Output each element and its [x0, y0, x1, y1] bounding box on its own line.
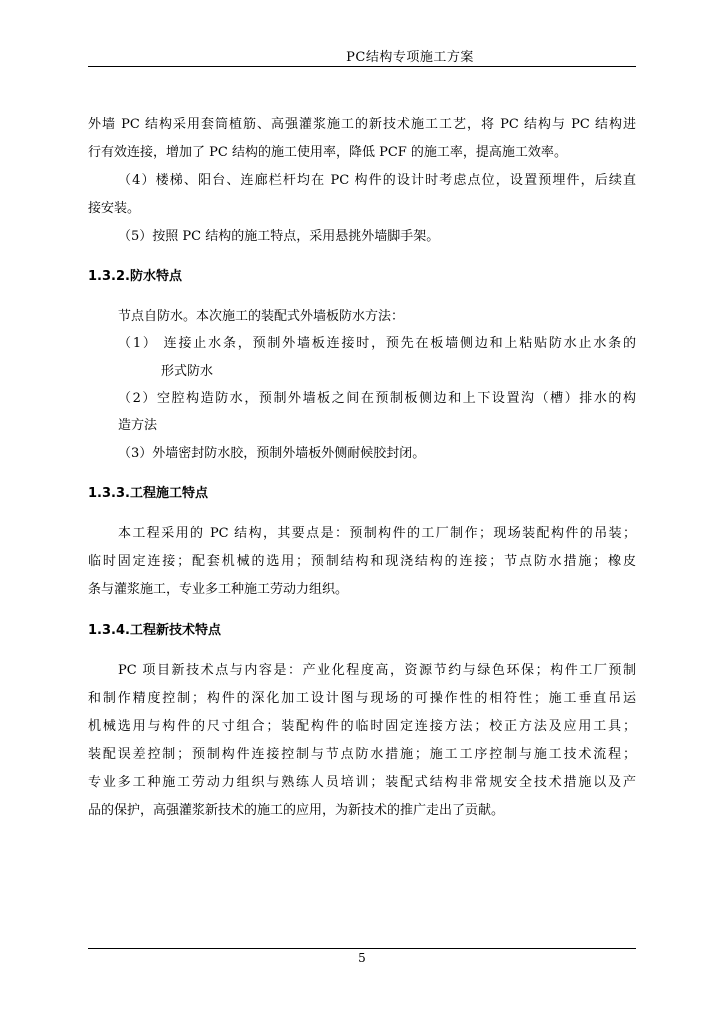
body-line: PC 项目新技术点与内容是：产业化程度高，资源节约与绿色环保；构件工厂预制 — [118, 663, 636, 678]
header-divider — [88, 66, 636, 67]
body-line: 行有效连接，增加了 PC 结构的施工使用率，降低 PCF 的施工率，提高施工效率。 — [88, 145, 567, 160]
body-line: （4）楼梯、阳台、连廊栏杆均在 PC 构件的设计时考虑点位，设置预埋件，后续直 — [118, 173, 636, 188]
footer-divider — [88, 948, 636, 949]
section-heading: 1.3.3.工程施工特点 — [88, 486, 208, 501]
body-line: 外墙 PC 结构采用套筒植筋、高强灌浆施工的新技术施工工艺，将 PC 结构与 PC 结构进 — [88, 117, 636, 132]
body-line: 品的保护，高强灌浆新技术的施工的应用，为新技术的推广走出了贡献。 — [88, 803, 505, 818]
page-number: 5 — [358, 951, 366, 965]
body-line: 接安装。 — [88, 201, 141, 216]
section-heading: 1.3.2.防水特点 — [88, 269, 182, 284]
body-line: 形式防水 — [161, 364, 214, 379]
body-line: 节点自防水。本次施工的装配式外墙板防水方法： — [118, 309, 405, 324]
page-header-title: PC结构专项施工方案 — [346, 50, 474, 65]
body-line: （1） 连接止水条，预制外墙板连接时，预先在板墙侧边和上粘贴防水止水条的 — [118, 336, 636, 351]
body-line: （2）空腔构造防水，预制外墙板之间在预制板侧边和上下设置沟（槽）排水的构 — [118, 391, 636, 406]
body-line: 机械选用与构件的尺寸组合；装配构件的临时固定连接方法；校正方法及应用工具； — [88, 719, 636, 734]
body-line: 和制作精度控制；构件的深化加工设计图与现场的可操作性的相符性；施工垂直吊运 — [88, 691, 636, 706]
body-line: 临时固定连接；配套机械的选用；预制结构和现浇结构的连接；节点防水措施；橡皮 — [88, 554, 636, 569]
body-line: 装配误差控制；预制构件连接控制与节点防水措施；施工工序控制与施工技术流程； — [88, 747, 636, 762]
body-line: （3）外墙密封防水胶，预制外墙板外侧耐候胶封闭。 — [118, 446, 426, 461]
body-line: （5）按照 PC 结构的施工特点，采用悬挑外墙脚手架。 — [118, 229, 440, 244]
body-line: 条与灌浆施工，专业多工种施工劳动力组织。 — [88, 582, 349, 597]
body-line: 造方法 — [118, 418, 158, 433]
body-line: 本工程采用的 PC 结构，其要点是：预制构件的工厂制作；现场装配构件的吊装； — [118, 526, 636, 541]
body-line: 专业多工种施工劳动力组织与熟练人员培训；装配式结构非常规安全技术措施以及产 — [88, 775, 636, 790]
section-heading: 1.3.4.工程新技术特点 — [88, 623, 221, 638]
